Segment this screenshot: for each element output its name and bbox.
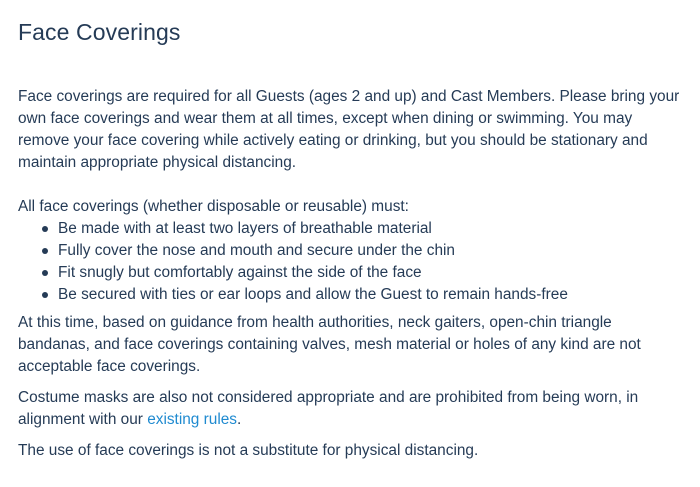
unacceptable-coverings-paragraph: At this time, based on guidance from health authorities, neck gaiters, open-chin triangle bandanas, and face coverings containing valves, mesh material or holes of any kind are not acceptable face coverings. (18, 314, 641, 375)
distancing-paragraph: The use of face coverings is not a substitute for physical distancing. (18, 442, 479, 459)
list-item: Be made with at least two layers of breathable material (58, 218, 682, 240)
existing-rules-link[interactable]: existing rules (147, 411, 238, 428)
requirements-list (18, 218, 682, 306)
costume-masks-paragraph (18, 387, 682, 431)
costume-masks-period: . (237, 411, 242, 428)
list-item: Be secured with ties or ear loops and allow the Guest to remain hands-free (58, 284, 682, 306)
costume-masks-text: Costume masks are also not considered appropriate and are prohibited from being worn, in alignment with our (18, 389, 639, 428)
intro-paragraph: Face coverings are required for all Guests (ages 2 and up) and Cast Members. Please bring your own face coverings and wear them at all times, except when dining or swimming. You may remove your face covering while actively eating or drinking, but you should be stationary and maintain appropriate physical distancing. (18, 88, 680, 171)
page-title: Face Coverings (18, 19, 181, 45)
list-item: Fully cover the nose and mouth and secure under the chin (58, 240, 682, 262)
list-item: Fit snugly but comfortably against the side of the face (58, 262, 682, 284)
requirements-intro: All face coverings (whether disposable or reusable) must: (18, 198, 409, 215)
